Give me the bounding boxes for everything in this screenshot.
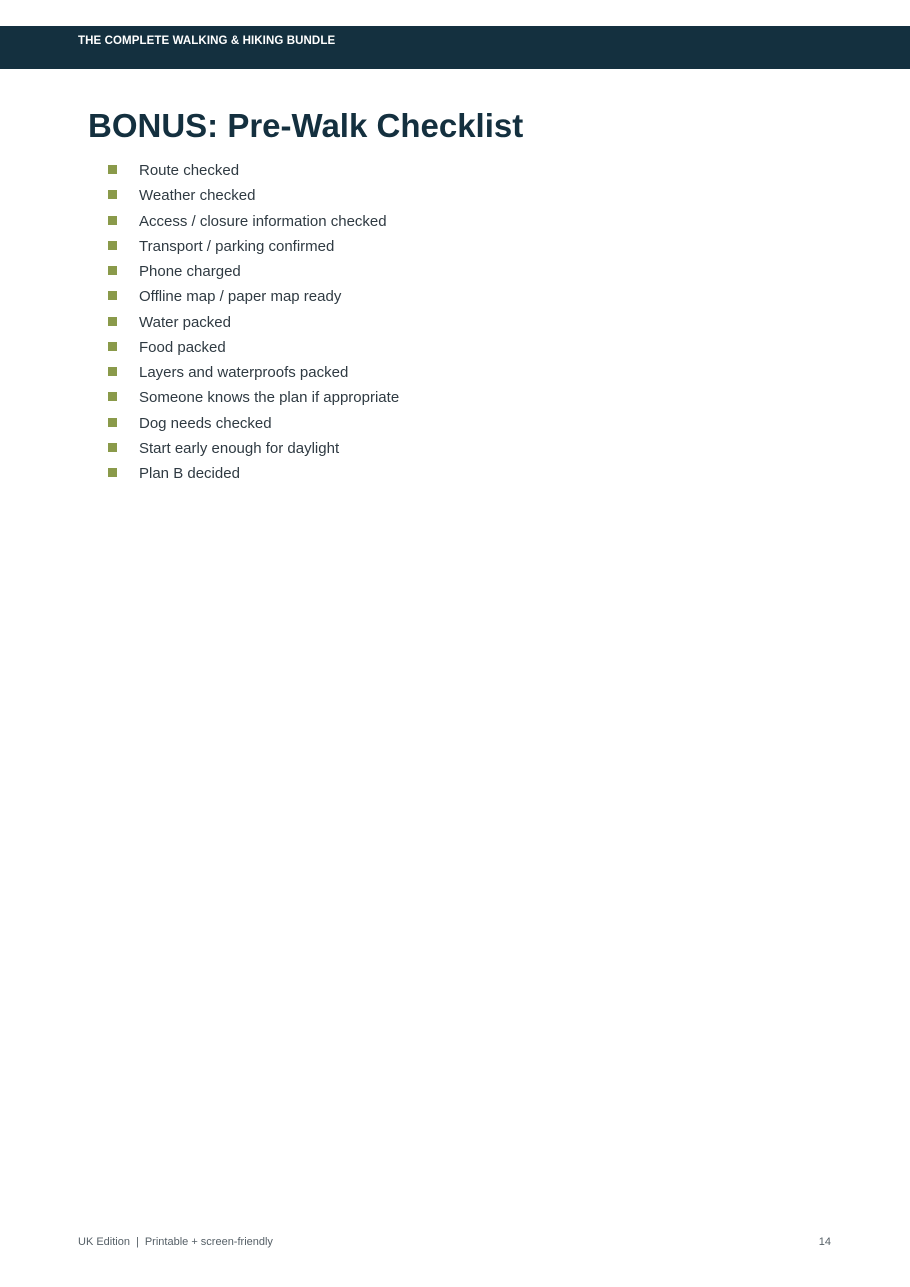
page-title: BONUS: Pre-Walk Checklist [88, 107, 524, 144]
checklist-item-label: Layers and waterproofs packed [139, 364, 349, 381]
square-bullet-icon [108, 418, 117, 427]
square-bullet-icon [108, 291, 117, 300]
checklist-item-label: Someone knows the plan if appropriate [139, 389, 400, 407]
square-bullet-icon [108, 443, 117, 452]
footer-separator: | [135, 1236, 139, 1248]
header-title: THE COMPLETE WALKING & HIKING BUNDLE [78, 35, 336, 47]
checklist-item-label: Access / closure information checked [139, 212, 387, 230]
square-bullet-icon [108, 190, 117, 199]
checklist-item-label: Water packed [139, 313, 231, 331]
square-bullet-icon [108, 241, 117, 250]
checklist-item-label: Offline map / paper map ready [139, 288, 342, 306]
checklist-item-label: Start early enough for daylight [139, 439, 340, 457]
header-band [0, 26, 910, 69]
square-bullet-icon [108, 266, 117, 275]
checklist-item-label: Route checked [139, 162, 240, 179]
square-bullet-icon [108, 342, 117, 351]
square-bullet-icon [108, 468, 117, 477]
page-number: 14 [818, 1236, 831, 1248]
footer-format: Printable + screen-friendly [144, 1236, 273, 1248]
checklist-item-label: Transport / parking confirmed [139, 237, 335, 255]
checklist-item-label: Dog needs checked [139, 414, 272, 432]
footer-edition-info [78, 1236, 273, 1248]
checklist-item-label: Phone charged [139, 263, 241, 280]
footer-edition: UK Edition [78, 1236, 130, 1248]
checklist-item-label: Food packed [139, 338, 226, 356]
square-bullet-icon [108, 216, 117, 225]
square-bullet-icon [108, 392, 117, 401]
checklist-item-label: Weather checked [139, 187, 256, 205]
square-bullet-icon [108, 317, 117, 326]
square-bullet-icon [108, 165, 117, 174]
square-bullet-icon [108, 367, 117, 376]
checklist-item-label: Plan B decided [139, 465, 240, 482]
